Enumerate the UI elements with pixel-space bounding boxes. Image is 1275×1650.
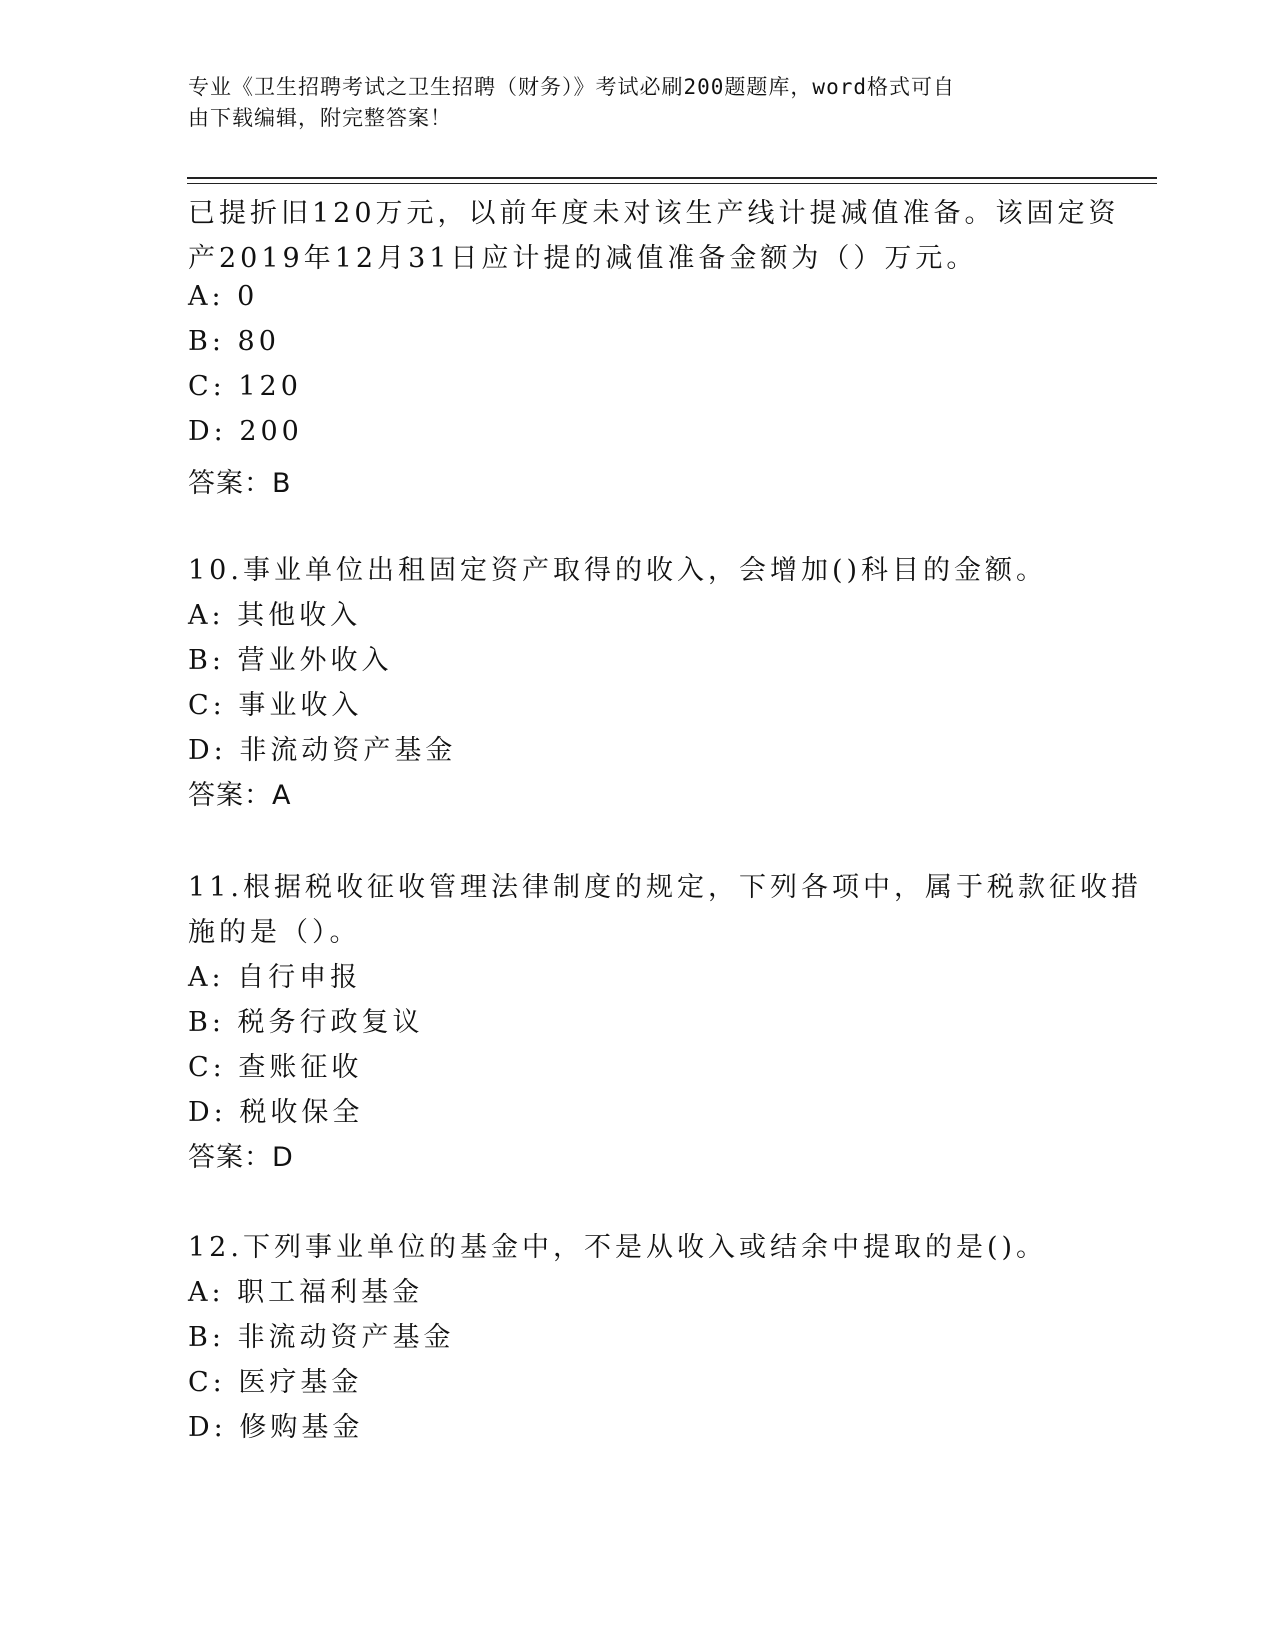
q11-option-b: B: 税务行政复议: [188, 1007, 424, 1038]
document-header: [188, 72, 1068, 134]
q10-option-c: C: 事业收入: [188, 690, 363, 721]
q10-text-line-1: 10.事业单位出租固定资产取得的收入，会增加()科目的金额。: [188, 555, 1048, 586]
q9-option-b: B: 80: [188, 326, 280, 357]
q11-option-d: D: 税收保全: [188, 1097, 364, 1128]
q9-answer: 答案：B: [188, 468, 292, 499]
q10-option-d: D: 非流动资产基金: [188, 735, 457, 766]
q10-answer: 答案：A: [188, 780, 292, 811]
q12-option-d: D: 修购基金: [188, 1412, 364, 1443]
q9-option-a: A: 0: [188, 281, 259, 312]
q12-option-b: B: 非流动资产基金: [188, 1322, 455, 1353]
q12-option-c: C: 医疗基金: [188, 1367, 363, 1398]
q10-option-a: A: 其他收入: [188, 600, 362, 631]
q11-text-line-2: 施的是（）。: [188, 917, 361, 948]
header-line-1: 专业《卫生招聘考试之卫生招聘（财务）》考试必刷200题题库，word格式可自: [188, 75, 955, 99]
q11-answer: 答案：D: [188, 1142, 294, 1173]
q11-option-c: C: 查账征收: [188, 1052, 363, 1083]
header-divider-thick: [187, 177, 1157, 179]
q9-option-c: C: 120: [188, 371, 302, 402]
q12-option-a: A: 职工福利基金: [188, 1277, 424, 1308]
q12-text-line-1: 12.下列事业单位的基金中，不是从收入或结余中提取的是()。: [188, 1232, 1048, 1263]
q9-text-line-1: 已提折旧120万元，以前年度未对该生产线计提减值准备。该固定资: [188, 198, 1120, 229]
q11-option-a: A: 自行申报: [188, 962, 362, 993]
header-divider-thin: [187, 183, 1157, 184]
q9-text-line-2: 产2019年12月31日应计提的减值准备金额为（）万元。: [188, 243, 978, 274]
q11-text-line-1: 11.根据税收征收管理法律制度的规定，下列各项中，属于税款征收措: [188, 872, 1142, 903]
q10-option-b: B: 营业外收入: [188, 645, 393, 676]
header-line-2: 由下载编辑，附完整答案！: [188, 106, 452, 130]
q9-option-d: D: 200: [188, 416, 303, 447]
